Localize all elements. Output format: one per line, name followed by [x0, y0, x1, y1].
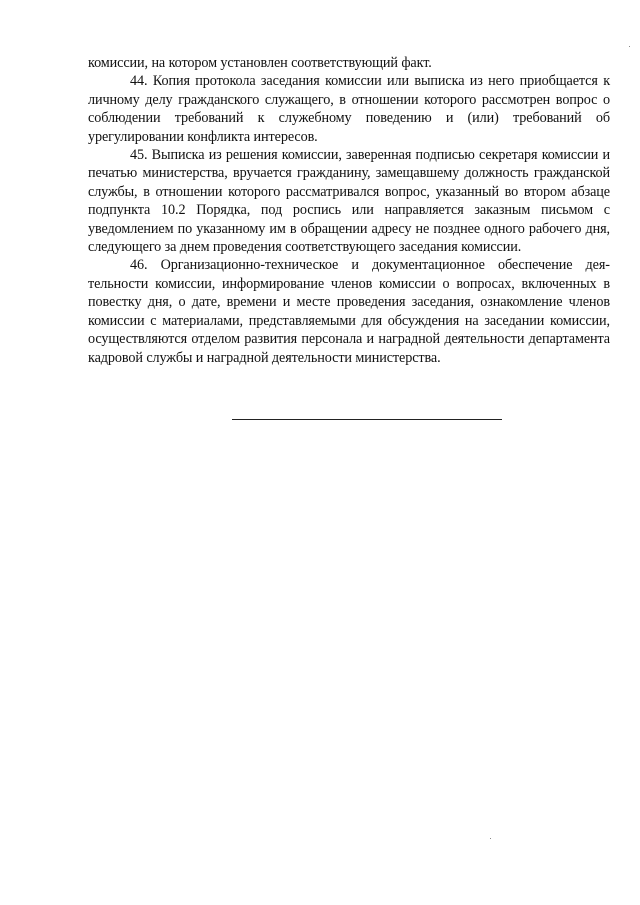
paragraph-44: 44. Копия протокола заседания комиссии или выписка из него приобщается к личному делу гражданского служащего, в отношении которого рассмотрен вопрос о соблюдении требований к служебному поведению и (или) требований об урегулировании конфликта интересов.: [88, 73, 610, 145]
paragraph-46: 46. Организационно-техническое и документационное обеспечение деятельности комиссии, информирование членов комиссии о вопросах, включенных в повестку дня, о дате, времени и месте проведения заседания, ознакомление членов комиссии с материалами, представляемыми для обсуждения на заседании комиссии, осуществляются отделом развития персонала и наградной деятельности департамента кадровой службы и наградной деятельности министерства.: [88, 257, 610, 366]
paragraph-continuation: комиссии, на котором установлен соответствующий факт.: [88, 55, 432, 71]
scan-speck: [490, 838, 491, 839]
paragraph-45: 45. Выписка из решения комиссии, заверенная подписью секретаря комиссии и печатью министерства, вручается гражданину, замещавшему должность гражданской службы, в отношении которого рассматривался вопрос, указанный во втором абзаце подпункта 10.2 Порядка, под роспись или направляется заказным письмом с уведомлением по указанному им в обращении адресу не позднее одного рабочего дня, следующего за днем проведения соответствующего заседания комиссии.: [88, 147, 610, 256]
end-of-document-rule: [232, 419, 502, 420]
document-body: [88, 54, 610, 367]
scan-speck: [629, 46, 630, 47]
